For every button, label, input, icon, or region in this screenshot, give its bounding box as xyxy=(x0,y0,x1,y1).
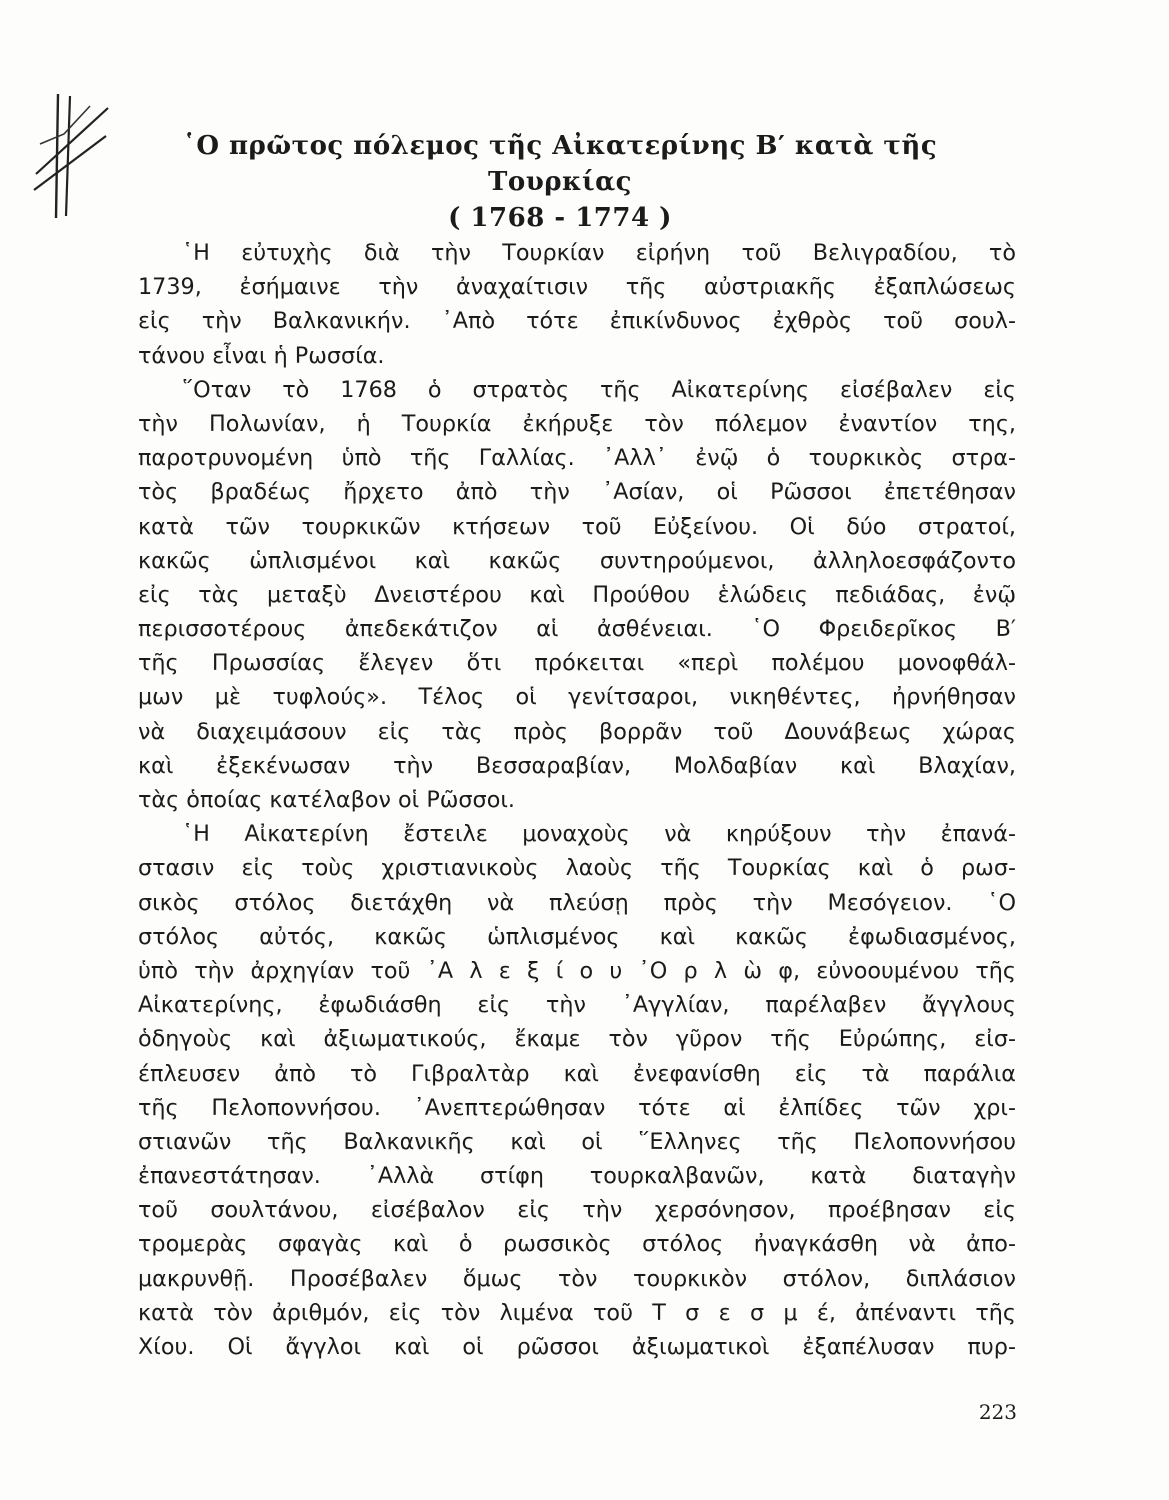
text-line: περισσοτέρους ἀπεδεκάτιζον αἱ ἀσθένειαι. ῾Ο Φρειδερῖκος Β′ xyxy=(138,616,1016,643)
text-line: ὑπὸ τὴν ἀρχηγίαν τοῦ ᾿Α λ ε ξ ί ο υ ᾿Ο ρ λ ὼ φ, εὐνοουμένου τῆς xyxy=(138,957,1016,984)
text-line: κακῶς ὡπλισμένοι καὶ κακῶς συντηρούμενοι, ἀλληλοεσφάζοντο xyxy=(138,547,1016,574)
text-line: τρομερὰς σφαγὰς καὶ ὁ ρωσσικὸς στόλος ἠναγκάσθη νὰ ἀπο- xyxy=(138,1231,1016,1258)
body-text xyxy=(138,236,1016,1364)
text-line: ἐπανεστάτησαν. ᾿Αλλὰ στίφη τουρκαλβανῶν, κατὰ διαταγὴν xyxy=(138,1163,1016,1190)
text-line: στόλος αὐτός, κακῶς ὡπλισμένος καὶ κακῶς ἐφωδιασμένος, xyxy=(138,923,1016,950)
text-line: ὁδηγοὺς καὶ ἀξιωματικούς, ἔκαμε τὸν γῦρον τῆς Εὐρώπης, εἰσ- xyxy=(138,1026,1016,1053)
text-line: ῞Οταν τὸ 1768 ὁ στρατὸς τῆς Αἰκατερίνης εἰσέβαλεν εἰς xyxy=(182,376,1016,403)
text-line: στιανῶν τῆς Βαλκανικῆς καὶ οἱ ῞Ελληνες τῆς Πελοποννήσου xyxy=(138,1128,1016,1155)
text-line: σικὸς στόλος διετάχθη νὰ πλεύσῃ πρὸς τὴν Μεσόγειον. ῾Ο xyxy=(138,889,1016,916)
text-line: παροτρυνομένη ὑπὸ τῆς Γαλλίας. ᾿Αλλ᾿ ἐνῷ ὁ τουρκικὸς στρα- xyxy=(138,445,1016,472)
text-line: Χίου. Οἱ ἄγγλοι καὶ οἱ ρῶσσοι ἀξιωματικοὶ ἐξαπέλυσαν πυρ- xyxy=(138,1334,1016,1360)
text-line: εἰς τὰς μεταξὺ Δνειστέρου καὶ Προύθου ἑλώδεις πεδιάδας, ἐνῷ xyxy=(138,581,1016,608)
text-line: τὴν Πολωνίαν, ἡ Τουρκία ἐκήρυξε τὸν πόλεμον ἐναντίον της, xyxy=(138,410,1016,437)
text-line: καὶ ἐξεκένωσαν τὴν Βεσσαραβίαν, Μολδαβίαν καὶ Βλαχίαν, xyxy=(138,752,1016,779)
text-line: μων μὲ τυφλούς». Τέλος οἱ γενίτσαροι, νικηθέντες, ἠρνήθησαν xyxy=(138,684,1016,711)
handwritten-hash-mark xyxy=(30,86,120,226)
chapter-heading xyxy=(110,128,1010,236)
text-line: Αἰκατερίνης, ἐφωδιάσθη εἰς τὴν ᾿Αγγλίαν, παρέλαβεν ἄγγλους xyxy=(138,992,1016,1019)
text-line: ῾Η Αἰκατερίνη ἔστειλε μοναχοὺς νὰ κηρύξουν τὴν ἐπανά- xyxy=(182,821,1016,848)
chapter-date-range: ( 1768 - 1774 ) xyxy=(448,203,672,233)
text-line: τοῦ σουλτάνου, εἰσέβαλον εἰς τὴν χερσόνησον, προέβησαν εἰς xyxy=(138,1197,1016,1224)
text-line: τῆς Πρωσσίας ἔλεγεν ὅτι πρόκειται «περὶ πολέμου μονοφθάλ- xyxy=(138,650,1016,677)
text-line: μακρυνθῇ. Προσέβαλεν ὅμως τὸν τουρκικὸν στόλον, διπλάσιον xyxy=(138,1265,1016,1292)
text-line: 1739, ἐσήμαινε τὴν ἀναχαίτισιν τῆς αὐστριακῆς ἐξαπλώσεως xyxy=(138,274,1016,301)
text-line: στασιν εἰς τοὺς χριστιανικοὺς λαοὺς τῆς Τουρκίας καὶ ὁ ρωσ- xyxy=(138,855,1016,882)
text-line: ῾Η εὐτυχὴς διὰ τὴν Τουρκίαν εἰρήνη τοῦ Βελιγραδίου, τὸ xyxy=(182,240,1016,266)
page-number: 223 xyxy=(978,1400,1017,1424)
text-line: τάνου εἶναι ἡ Ρωσσία. xyxy=(138,342,385,369)
text-line: τὰς ὁποίας κατέλαβον οἱ Ρῶσσοι. xyxy=(138,787,515,813)
text-line: τῆς Πελοποννήσου. ᾿Ανεπτερώθησαν τότε αἱ ἐλπίδες τῶν χρι- xyxy=(138,1094,1016,1121)
text-line: έπλευσεν ἀπὸ τὸ Γιβραλτὰρ καὶ ἐνεφανίσθη εἰς τὰ παράλια xyxy=(138,1060,1016,1087)
text-line: εἰς τὴν Βαλκανικήν. ᾿Απὸ τότε ἐπικίνδυνος ἐχθρὸς τοῦ σουλ- xyxy=(138,308,1016,335)
text-line: κατὰ τῶν τουρκικῶν κτήσεων τοῦ Εὐξείνου. Οἱ δύο στρατοί, xyxy=(138,513,1016,540)
text-line: κατὰ τὸν ἀριθμόν, εἰς τὸν λιμένα τοῦ Τ σ ε σ μ έ, ἀπέναντι τῆς xyxy=(138,1299,1016,1326)
text-line: νὰ διαχειμάσουν εἰς τὰς πρὸς βορρᾶν τοῦ Δουνάβεως χώρας xyxy=(138,718,1016,745)
chapter-title: ῾Ο πρῶτος πόλεμος τῆς Αἰκατερίνης Β′ κατὰ τῆς Τουρκίας xyxy=(182,131,938,197)
text-line: τὸς βραδέως ἤρχετο ἀπὸ τὴν ᾿Ασίαν, οἱ Ρῶσσοι ἐπετέθησαν xyxy=(138,479,1016,506)
